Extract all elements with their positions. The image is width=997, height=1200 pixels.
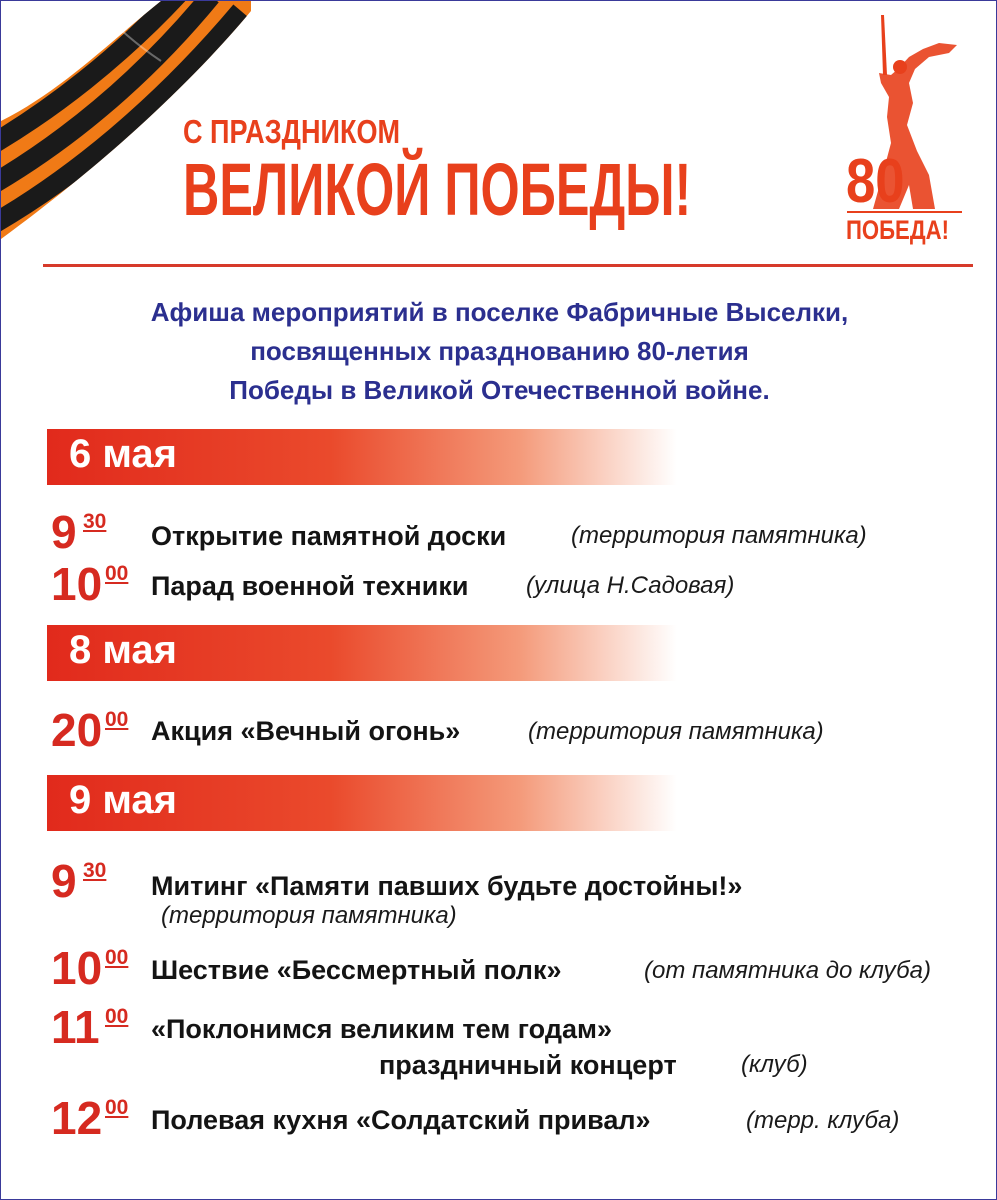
event-place: (территория памятника) — [528, 718, 824, 745]
event-title: «Поклонимся великим тем годам» — [151, 1014, 612, 1044]
event-hour: 20 — [51, 704, 103, 756]
event-minutes: 30 — [83, 510, 107, 533]
event-place: (терр. клуба) — [746, 1107, 900, 1134]
event-place: (от памятника до клуба) — [644, 957, 931, 984]
day-label: 8 мая — [69, 628, 178, 672]
event-title: Митинг «Памяти павших будьте достойны!» — [151, 871, 743, 901]
event-hour: 10 — [51, 942, 103, 994]
event-hour: 9 — [51, 506, 77, 558]
event-title: Полевая кухня «Солдатский привал» — [151, 1105, 651, 1135]
event-title: Парад военной техники — [151, 571, 469, 601]
emblem-number: 80 — [846, 147, 905, 216]
event-place: (улица Н.Садовая) — [526, 572, 735, 599]
event-place: (клуб) — [741, 1051, 808, 1078]
event-hour: 10 — [51, 558, 103, 610]
greeting-title: ВЕЛИКОЙ ПОБЕДЫ! — [183, 148, 692, 231]
event-title: Открытие памятной доски — [151, 521, 507, 551]
intro-heading — [1, 293, 997, 410]
intro-line-1: Афиша мероприятий в поселке Фабричные Выселки, — [150, 297, 849, 327]
event-subtitle: праздничный концерт — [379, 1050, 677, 1080]
event-minutes: 00 — [105, 1096, 129, 1119]
event-hour: 11 — [51, 1001, 100, 1053]
event-title: Акция «Вечный огонь» — [151, 716, 461, 746]
event-minutes: 00 — [105, 708, 129, 731]
event-title: Шествие «Бессмертный полк» — [151, 955, 562, 985]
day-label: 6 мая — [69, 432, 178, 476]
event-place: (территория памятника) — [161, 902, 457, 929]
day-label: 9 мая — [69, 778, 178, 822]
event-hour: 9 — [51, 855, 77, 907]
event-place: (территория памятника) — [571, 522, 867, 549]
event-minutes: 30 — [83, 859, 107, 882]
event-minutes: 00 — [105, 946, 129, 969]
day-banner — [47, 775, 677, 831]
greeting-small: С ПРАЗДНИКОМ — [183, 113, 401, 150]
event-minutes: 00 — [105, 562, 129, 585]
day-banner — [47, 429, 677, 485]
intro-line-2: посвященных празднованию 80-летия — [250, 336, 749, 366]
event-minutes: 00 — [105, 1005, 129, 1028]
emblem-word: ПОБЕДА! — [846, 215, 949, 245]
event-hour: 12 — [51, 1092, 103, 1144]
day-banner — [47, 625, 677, 681]
header-divider — [43, 264, 973, 267]
intro-line-3: Победы в Великой Отечественной войне. — [229, 375, 770, 405]
